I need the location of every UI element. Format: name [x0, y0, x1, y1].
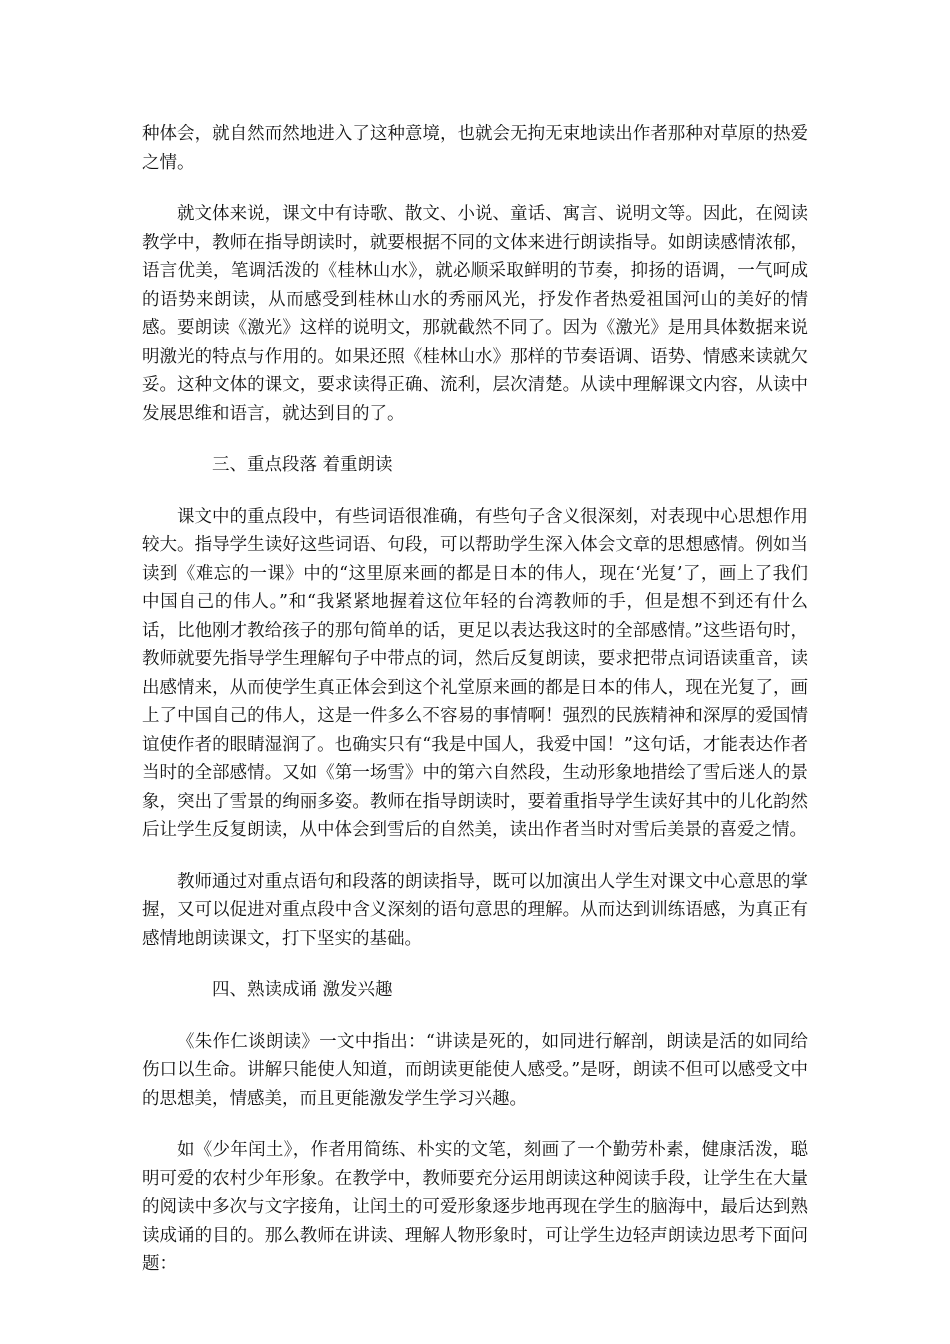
section-heading-3: 三、重点段落 着重朗读: [212, 455, 393, 475]
paragraph-zhu-zuoren-quote: 《朱作仁谈朗读》一文中指出：“讲读是死的，如同进行解剖，朗读是活的如同给伤口以生命。讲解只能使人知道，而朗读更能使人感受。”是呀，朗读不但可以感受文中的思想美，情感美，而且更能激发学生学习兴趣。: [142, 1031, 808, 1109]
paragraph-literary-styles: 就文体来说，课文中有诗歌、散文、小说、童话、寓言、说明文等。因此，在阅读教学中，教师在指导朗读时，就要根据不同的文体来进行朗读指导。如朗读感情浓郁，语言优美，笔调活泼的《桂林山水》，就必顺采取鲜明的节奏，抑扬的语调，一气呵成的语势来朗读，从而感受到桂林山水的秀丽风光，抒发作者热爱祖国河山的美好的情感。要朗读《激光》这样的说明文，那就截然不同了。因为《激光》是用具体数据来说明激光的特点与作用的。如果还照《桂林山水》那样的节奏语调、语势、情感来读就欠妥。这种文体的课文，要求读得正确、流利，层次清楚。从读中理解课文内容，从读中发展思维和语言，就达到目的了。: [142, 204, 808, 424]
paragraph-continuation: 种体会，就自然而然地进入了这种意境，也就会无拘无束地读出作者那种对草原的热爱之情。: [142, 124, 808, 173]
paragraph-teacher-guidance: 教师通过对重点语句和段落的朗读指导，既可以加演出人学生对课文中心意思的掌握，又可以促进对重点段中含义深刻的语句意思的理解。从而达到训练语感，为真正有感情地朗读课文，打下坚实的基础。: [142, 871, 808, 949]
document-page: [142, 120, 808, 1302]
paragraph-key-passages: 课文中的重点段中，有些词语很准确，有些句子含义很深刻，对表现中心思想作用较大。指导学生读好这些词语、句段，可以帮助学生深入体会文章的思想感情。例如当读到《难忘的一课》中的“这里原来画的都是日本的伟人，现在‘光复’了，画上了我们中国自己的伟人。”和“我紧紧地握着这位年轻的台湾教师的手，但是想不到还有什么话，比他刚才教给孩子的那句简单的话，更足以表达我这时的全部感情。”这些语句时，教师就要先指导学生理解句子中带点的词，然后反复朗读，要求把带点词语读重音，读出感情来，从而使学生真正体会到这个礼堂原来画的都是日本的伟人，现在光复了，画上了中国自己的伟人，这是一件多么不容易的事情啊！强烈的民族精神和深厚的爱国情谊使作者的眼睛湿润了。也确实只有“我是中国人，我爱中国！”这句话，才能表达作者当时的全部感情。又如《第一场雪》中的第六自然段，生动形象地措绘了雪后迷人的景象，突出了雪景的绚丽多姿。教师在指导朗读时，要着重指导学生读好其中的儿化韵然后让学生反复朗读，从中体会到雪后的自然美，读出作者当时对雪后美景的喜爱之情。: [142, 506, 808, 840]
paragraph-shaonian-runtu: 如《少年闰土》，作者用简练、朴实的文笔，刻画了一个勤劳朴素，健康活泼，聪明可爱的农村少年形象。在教学中，教师要充分运用朗读这种阅读手段，让学生在大量的阅读中多次与文字接角，让闰土的可爱形象逐步地再现在学生的脑海中，最后达到熟读成诵的目的。那么教师在讲读、理解人物形象时，可让学生边轻声朗读边思考下面问题：: [142, 1140, 808, 1274]
section-heading-4: 四、熟读成诵 激发兴趣: [212, 980, 393, 1000]
